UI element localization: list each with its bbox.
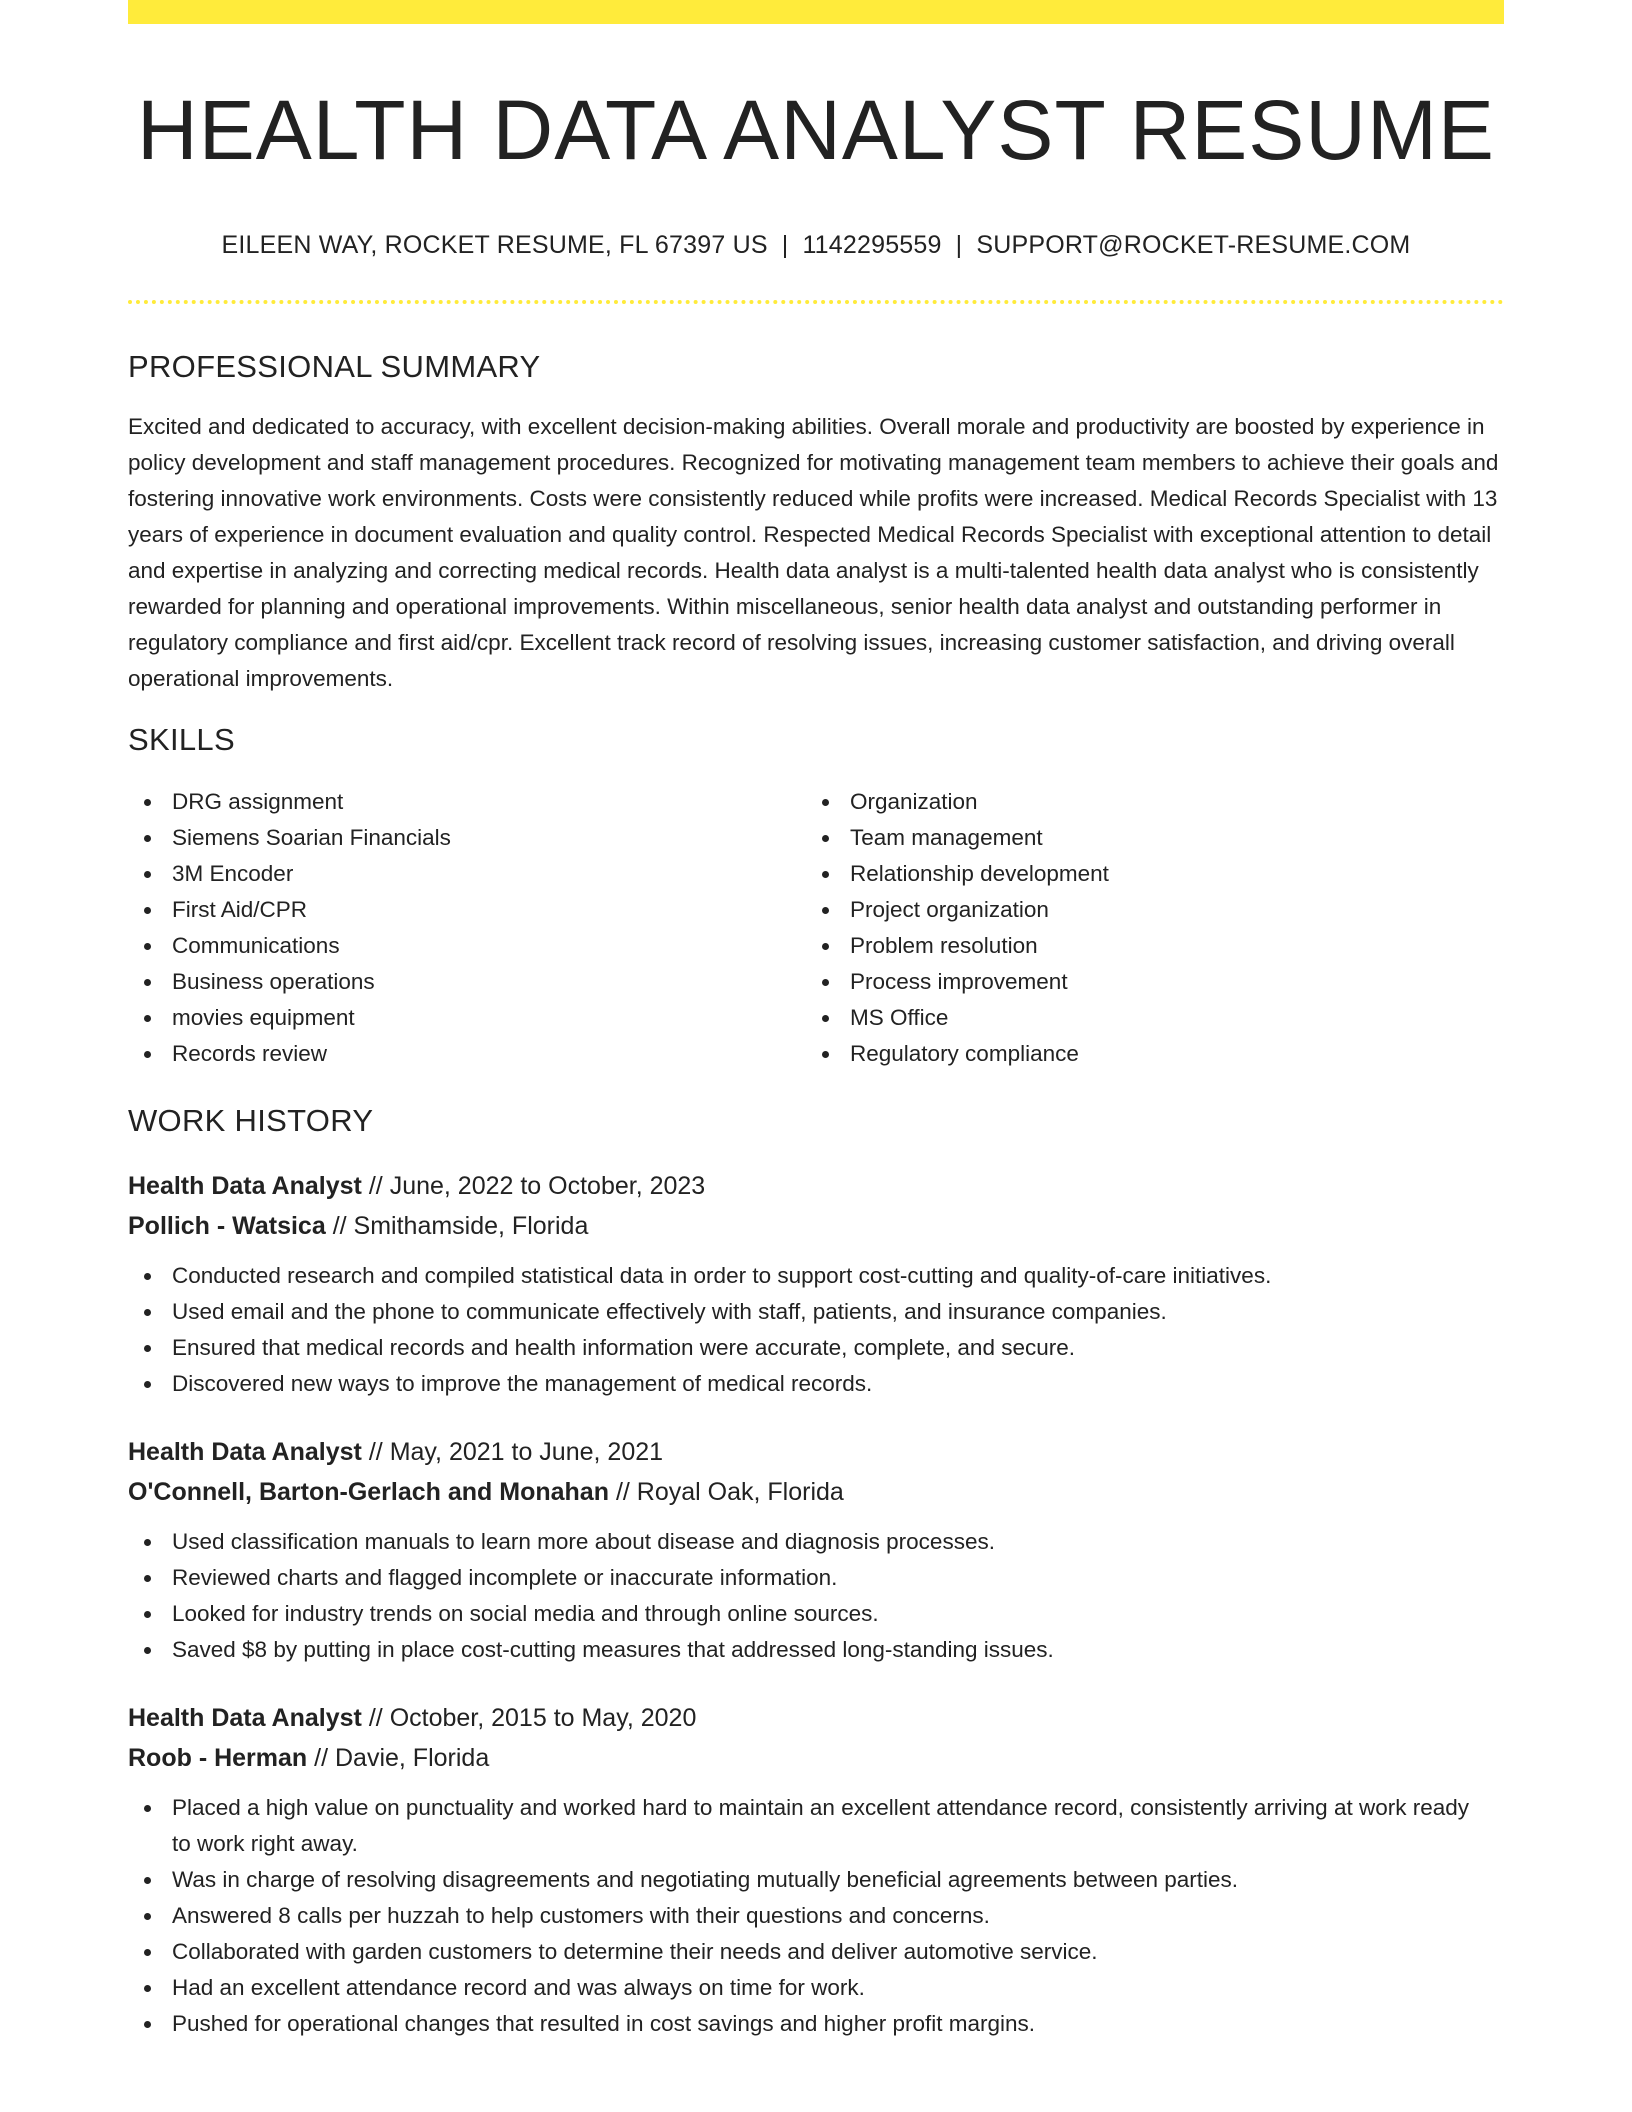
job-bullet: Reviewed charts and flagged incomplete or inaccurate information. xyxy=(128,1560,1504,1596)
resume-title: HEALTH DATA ANALYST RESUME xyxy=(137,83,1495,177)
job-bullet: Placed a high value on punctuality and worked hard to maintain an excellent attendance record, consistently arriving at work ready to work right away. xyxy=(128,1790,1504,1862)
job-dates: May, 2021 to June, 2021 xyxy=(389,1437,664,1466)
contact-address: EILEEN WAY, ROCKET RESUME, FL 67397 US xyxy=(221,231,768,259)
skills-list xyxy=(128,784,1504,1072)
job-bullet: Ensured that medical records and health information were accurate, complete, and secure. xyxy=(128,1330,1504,1366)
job-dates: June, 2022 to October, 2023 xyxy=(389,1171,706,1200)
job-separator: // xyxy=(615,1477,630,1506)
contact-separator: | xyxy=(781,231,789,259)
skill-item: 3M Encoder xyxy=(128,856,806,892)
job-separator: // xyxy=(368,1171,383,1200)
skills-column-right xyxy=(806,784,1484,1072)
skill-item: Regulatory compliance xyxy=(806,1036,1484,1072)
resume-page xyxy=(128,0,1504,2042)
job-separator: // xyxy=(368,1703,383,1732)
summary-heading: PROFESSIONAL SUMMARY xyxy=(128,349,541,384)
job-company-line xyxy=(128,1472,1504,1512)
contact-separator: | xyxy=(955,231,963,259)
job-title-line xyxy=(128,1166,1504,1206)
job-title-line xyxy=(128,1432,1504,1472)
job-location: Davie, Florida xyxy=(335,1743,490,1772)
skill-item: First Aid/CPR xyxy=(128,892,806,928)
job-bullet: Collaborated with garden customers to determine their needs and deliver automotive service. xyxy=(128,1934,1504,1970)
job-bullet: Discovered new ways to improve the management of medical records. xyxy=(128,1366,1504,1402)
skill-item: Organization xyxy=(806,784,1484,820)
contact-phone: 1142295559 xyxy=(802,231,942,259)
job-location: Smithamside, Florida xyxy=(353,1211,589,1240)
job-location: Royal Oak, Florida xyxy=(636,1477,844,1506)
skill-item: MS Office xyxy=(806,1000,1484,1036)
job-bullets xyxy=(128,1524,1504,1668)
skills-heading: SKILLS xyxy=(128,722,235,758)
summary-text: Excited and dedicated to accuracy, with excellent decision-making abilities. Overall morale and productivity are boosted by experience in policy development and staff management procedures. Recognized for motivating management team members to achieve their goals and fostering innovative work environments. Costs were consistently reduced while profits were increased. Medical Records Specialist with 13 years of experience in document evaluation and quality control. Respected Medical Records Specialist with exceptional attention to detail and expertise in analyzing and correcting medical records. Health data analyst is a multi-talented health data analyst who is consistently rewarded for planning and operational improvements. Within miscellaneous, senior health data analyst and outstanding performer in regulatory compliance and first aid/cpr. Excellent track record of resolving issues, increasing customer satisfaction, and driving overall operational improvements. xyxy=(128,414,1499,692)
job-bullet: Pushed for operational changes that resulted in cost savings and higher profit margins. xyxy=(128,2006,1504,2042)
job-company: O'Connell, Barton-Gerlach and Monahan xyxy=(128,1477,609,1506)
job-entry xyxy=(128,1698,1504,2042)
job-bullet: Conducted research and compiled statistical data in order to support cost-cutting and quality-of-care initiatives. xyxy=(128,1258,1504,1294)
job-separator: // xyxy=(314,1743,329,1772)
skills-column-left xyxy=(128,784,806,1072)
job-bullet: Had an excellent attendance record and was always on time for work. xyxy=(128,1970,1504,2006)
skill-item: DRG assignment xyxy=(128,784,806,820)
skill-item: Problem resolution xyxy=(806,928,1484,964)
job-separator: // xyxy=(332,1211,347,1240)
skill-item: Siemens Soarian Financials xyxy=(128,820,806,856)
job-title: Health Data Analyst xyxy=(128,1171,362,1200)
job-bullets xyxy=(128,1258,1504,1402)
job-bullet: Used classification manuals to learn more about disease and diagnosis processes. xyxy=(128,1524,1504,1560)
job-entry xyxy=(128,1432,1504,1668)
job-bullet: Saved $8 by putting in place cost-cutting measures that addressed long-standing issues. xyxy=(128,1632,1504,1668)
job-title-line xyxy=(128,1698,1504,1738)
job-bullets xyxy=(128,1790,1504,2042)
skill-item: Process improvement xyxy=(806,964,1484,1000)
job-entry xyxy=(128,1166,1504,1402)
job-bullet: Used email and the phone to communicate effectively with staff, patients, and insurance companies. xyxy=(128,1294,1504,1330)
top-accent-bar xyxy=(128,0,1504,24)
job-separator: // xyxy=(368,1437,383,1466)
job-title: Health Data Analyst xyxy=(128,1437,362,1466)
contact-line xyxy=(128,230,1504,260)
skill-item: Relationship development xyxy=(806,856,1484,892)
job-company-line xyxy=(128,1206,1504,1246)
job-company: Pollich - Watsica xyxy=(128,1211,326,1240)
skill-item: movies equipment xyxy=(128,1000,806,1036)
job-dates: October, 2015 to May, 2020 xyxy=(389,1703,697,1732)
job-bullet: Answered 8 calls per huzzah to help customers with their questions and concerns. xyxy=(128,1898,1504,1934)
job-company: Roob - Herman xyxy=(128,1743,308,1772)
skill-item: Communications xyxy=(128,928,806,964)
skill-item: Business operations xyxy=(128,964,806,1000)
job-title: Health Data Analyst xyxy=(128,1703,362,1732)
skill-item: Records review xyxy=(128,1036,806,1072)
dotted-divider xyxy=(128,300,1504,304)
work-history-heading: WORK HISTORY xyxy=(128,1103,374,1139)
job-company-line xyxy=(128,1738,1504,1778)
contact-email: SUPPORT@ROCKET-RESUME.COM xyxy=(976,231,1411,259)
skill-item: Project organization xyxy=(806,892,1484,928)
skill-item: Team management xyxy=(806,820,1484,856)
job-bullet: Was in charge of resolving disagreements and negotiating mutually beneficial agreements between parties. xyxy=(128,1862,1504,1898)
job-bullet: Looked for industry trends on social media and through online sources. xyxy=(128,1596,1504,1632)
